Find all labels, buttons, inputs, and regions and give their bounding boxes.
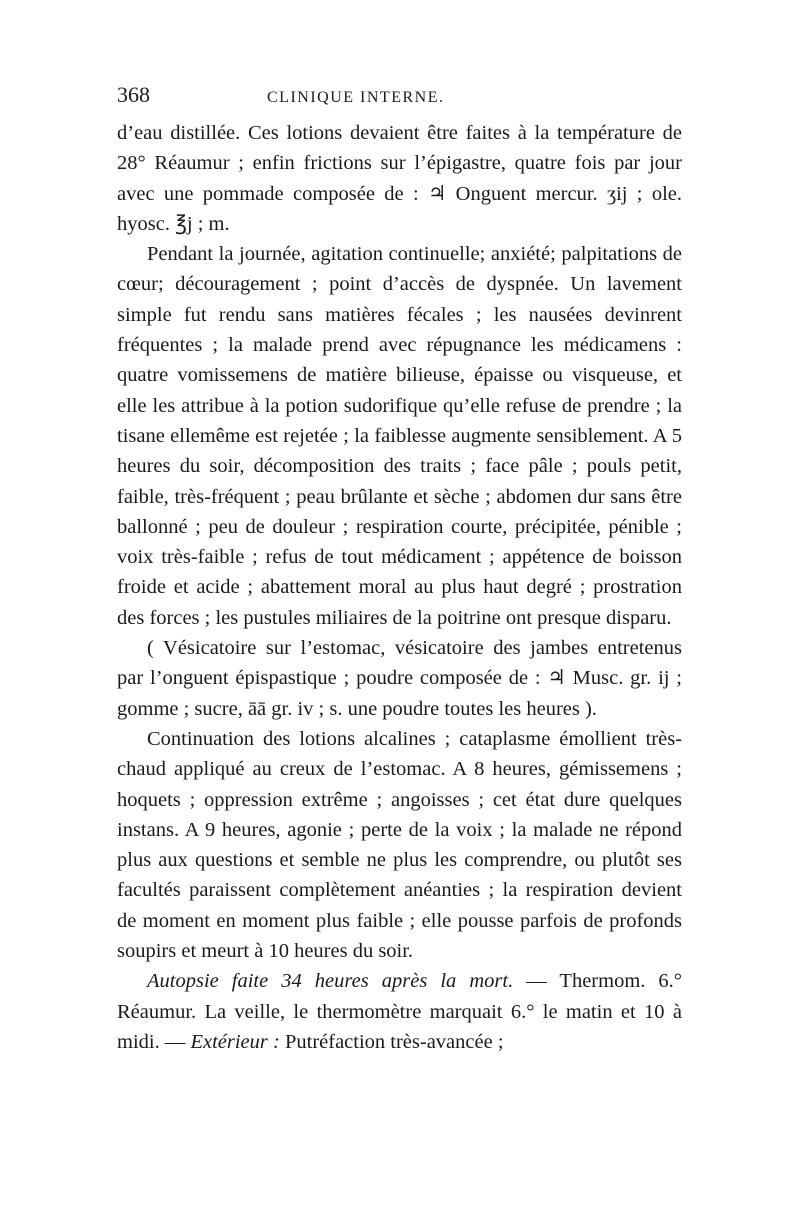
autopsy-heading: Autopsie faite 34 heures après la mort.	[147, 970, 514, 993]
paragraph-prescription: ( Vésicatoire sur l’estomac, vésicatoire des jambes entretenus par l’onguent épispastique ; poudre composée de : ♃ Musc. gr. ij ; gomme ; sucre, āā gr. iv ; s. une poudre toutes les heures ).	[117, 637, 682, 720]
body-text	[117, 118, 682, 1057]
page-header	[117, 82, 682, 118]
page-number: 368	[117, 82, 150, 107]
paragraph-autopsy	[117, 966, 682, 1057]
exterior-text: Putréfaction très-avancée ;	[279, 1030, 504, 1053]
autopsy-text: — Thermom. 6.° Réaumur. La veille, le thermomètre marquait 6.° le matin et 10 à midi. —	[117, 970, 683, 1053]
paragraph-continuation: d’eau distillée. Ces lotions devaient être faites à la température de 28° Réaumur ; enfin frictions sur l’épigastre, quatre fois par jour avec une pommade composée de : ♃ Onguent mercur. ʒij ; ole. hyosc. ℥j ; m.	[117, 122, 682, 235]
book-page	[117, 82, 682, 1057]
running-title: CLINIQUE INTERNE.	[267, 89, 445, 106]
exterior-label: Extérieur :	[190, 1030, 280, 1053]
paragraph-daytime: Pendant la journée, agitation continuelle; anxiété; palpitations de cœur; découragement ; point d’accès de dyspnée. Un lavement simple fut rendu sans matières fécales ; les nausées devinrent fréquentes ; la malade prend avec répugnance les médicamens : quatre vomissemens de matière bilieuse, épaisse ou visqueuse, et elle les attribue à la potion sudorifique qu’elle refuse de prendre ; la tisane ellemême est rejetée ; la faiblesse augmente sensiblement. A 5 heures du soir, décomposition des traits ; face pâle ; pouls petit, faible, très-fréquent ; peau brûlante et sèche ; abdomen dur sans être ballonné ; peu de douleur ; respiration courte, précipitée, pénible ; voix très-faible ; refus de tout médicament ; appétence de boisson froide et acide ; abattement moral au plus haut degré ; prostration des forces ; les pustules miliaires de la poitrine ont presque disparu.	[117, 243, 682, 629]
paragraph-death: Continuation des lotions alcalines ; cataplasme émollient très-chaud appliqué au creux de l’estomac. A 8 heures, gémissemens ; hoquets ; oppression extrême ; angoisses ; cet état dure quelques instans. A 9 heures, agonie ; perte de la voix ; la malade ne répond plus aux questions et semble ne plus les comprendre, ou plutôt ses facultés paraissent complètement anéanties ; la respiration devient de moment en moment plus faible ; elle pousse parfois de profonds soupirs et meurt à 10 heures du soir.	[117, 727, 682, 963]
